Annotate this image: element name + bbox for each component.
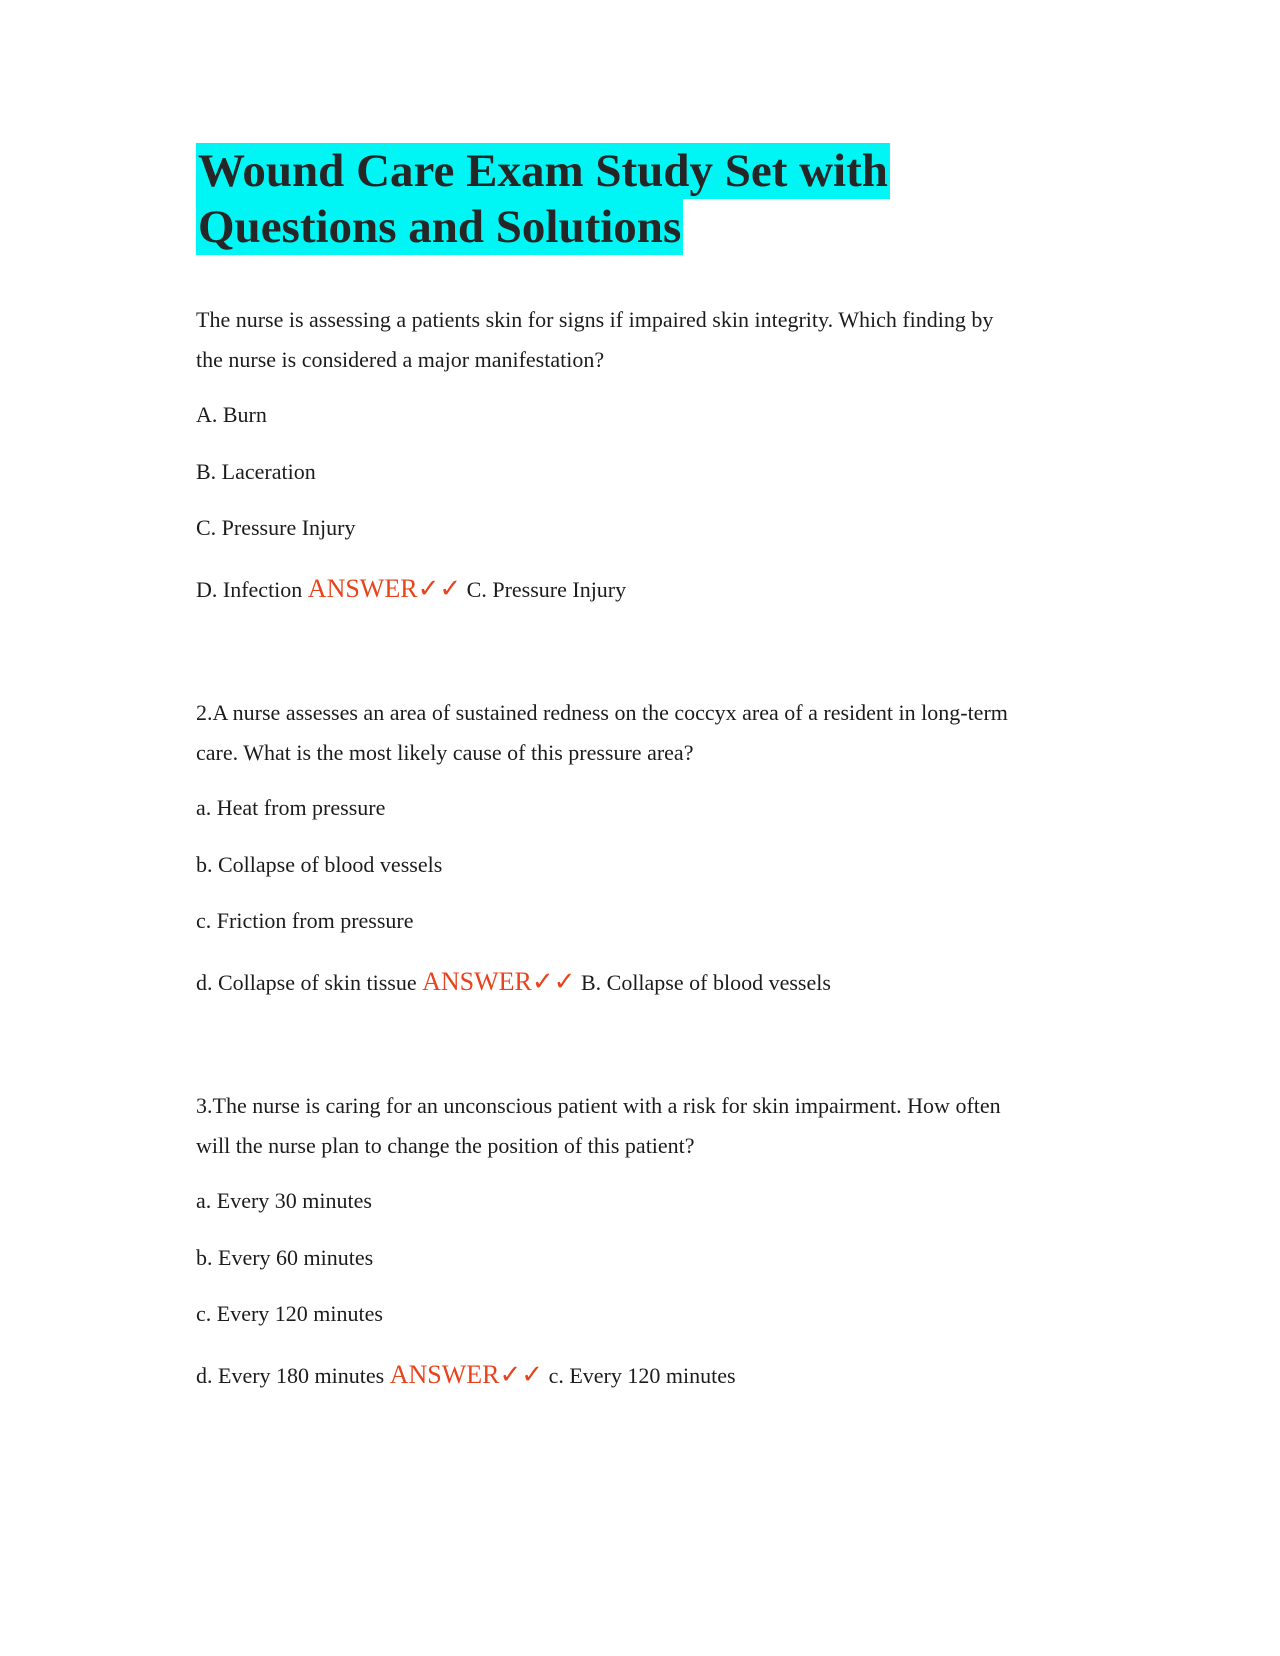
question-stem-line: 3.The nurse is caring for an unconscious patient with a risk for skin impairment. How often — [196, 1093, 1001, 1118]
option-d: d. Collapse of skin tissue — [196, 970, 417, 995]
answer-marker: ANSWER✓✓ — [422, 967, 576, 996]
answer-text: B. Collapse of blood vessels — [580, 970, 831, 995]
option-c: c. Every 120 minutes — [196, 1301, 383, 1326]
option-b: B. Laceration — [196, 459, 316, 484]
page-title — [196, 143, 890, 255]
answer-text: c. Every 120 minutes — [548, 1363, 736, 1388]
question-stem-line: will the nurse plan to change the position of this patient? — [196, 1133, 695, 1158]
option-c: c. Friction from pressure — [196, 908, 414, 933]
title-line-1: Wound Care Exam Study Set with — [198, 145, 888, 197]
option-b: b. Collapse of blood vessels — [196, 852, 443, 877]
option-d-with-answer — [196, 576, 626, 603]
option-c: C. Pressure Injury — [196, 515, 356, 540]
answer-marker: ANSWER✓✓ — [389, 1360, 544, 1389]
option-d: d. Every 180 minutes — [196, 1363, 385, 1388]
option-b: b. Every 60 minutes — [196, 1245, 374, 1270]
option-d: D. Infection — [196, 577, 303, 602]
answer-text: C. Pressure Injury — [466, 577, 627, 602]
option-d-with-answer — [196, 1362, 736, 1389]
option-a: a. Every 30 minutes — [196, 1188, 372, 1213]
question-stem-line: the nurse is considered a major manifestation? — [196, 347, 605, 372]
option-d-with-answer — [196, 969, 831, 996]
option-a: a. Heat from pressure — [196, 795, 386, 820]
title-line-2: Questions and Solutions — [198, 201, 682, 253]
option-a: A. Burn — [196, 402, 267, 427]
question-stem-line: 2.A nurse assesses an area of sustained redness on the coccyx area of a resident in long-term — [196, 700, 1008, 725]
question-stem-line: care. What is the most likely cause of this pressure area? — [196, 740, 694, 765]
question-stem-line: The nurse is assessing a patients skin for signs if impaired skin integrity. Which finding by — [196, 307, 994, 332]
answer-marker: ANSWER✓✓ — [307, 574, 462, 603]
